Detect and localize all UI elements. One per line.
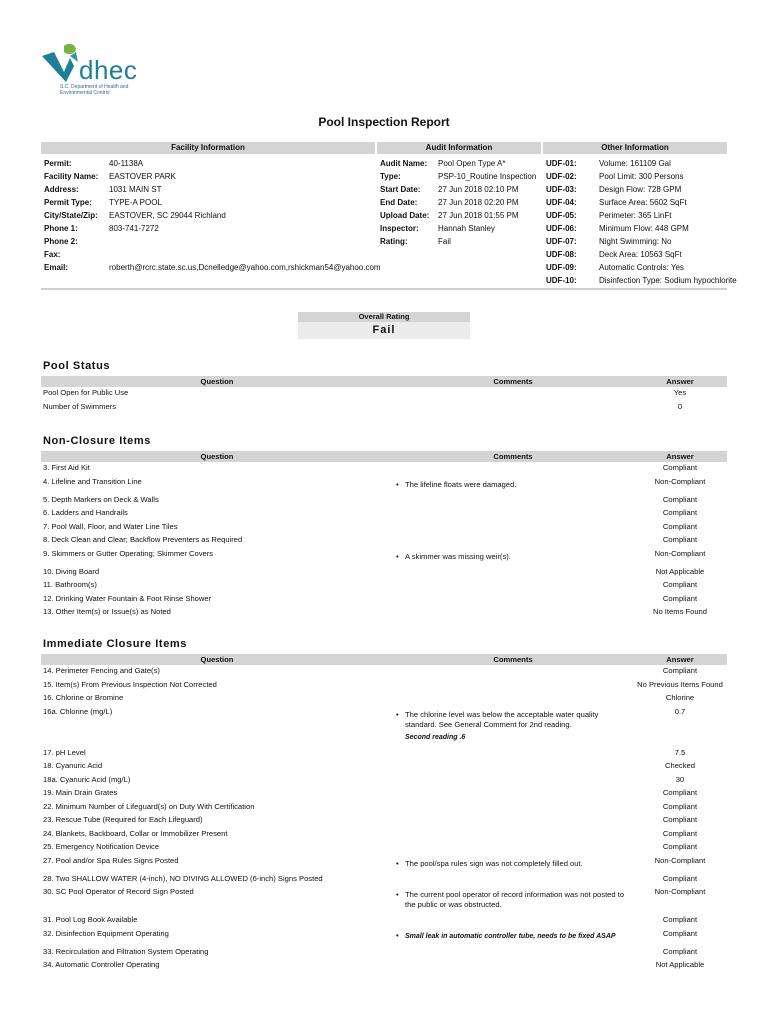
- other-label: UDF-09:: [546, 263, 577, 272]
- facility-label: City/State/Zip:: [44, 211, 98, 220]
- question-cell: 32. Disinfection Equipment Operating: [43, 928, 169, 938]
- other-value: Design Flow: 728 GPM: [599, 185, 682, 194]
- comment-text: • A skimmer was missing weir(s).: [395, 552, 631, 562]
- comment-cell: [393, 787, 633, 801]
- facility-label: Email:: [44, 263, 69, 272]
- comment-extra: Second reading .6: [405, 733, 466, 741]
- question-cell: 23. Rescue Tube (Required for Each Lifeguard): [43, 815, 203, 824]
- facility-row: [41, 248, 375, 261]
- facility-row: [41, 183, 375, 196]
- question-cell: 27. Pool and/or Spa Rules Signs Posted: [43, 855, 179, 865]
- answer-cell: Compliant: [662, 508, 698, 517]
- other-label: UDF-08:: [546, 250, 577, 259]
- comment-text: • The chlorine level was below the acceptable water quality standard. See General Comment for 2nd reading.: [395, 710, 631, 730]
- other-value: Night Swimming: No: [599, 237, 672, 246]
- comment-text: • The pool/spa rules sign was not completely filled out.: [395, 859, 631, 869]
- table-row: [41, 828, 727, 842]
- audit-label: Start Date:: [380, 185, 421, 194]
- question-cell: 19. Main Drain Grates: [43, 788, 118, 797]
- answer-cell: Not Applicable: [655, 960, 705, 969]
- audit-value: PSP-10_Routine Inspection: [438, 172, 537, 181]
- comment-cell: [393, 760, 633, 774]
- question-cell: 18a. Cyanuric Acid (mg/L): [43, 774, 131, 784]
- answer-cell: Yes: [673, 388, 687, 397]
- audit-label: Audit Name:: [380, 159, 428, 168]
- answer-cell: Compliant: [662, 521, 698, 531]
- comment-cell: [393, 747, 633, 761]
- comment-cell: [393, 886, 633, 914]
- question-cell: 6. Ladders and Handrails: [43, 508, 128, 517]
- question-cell: 25. Emergency Notification Device: [43, 842, 160, 851]
- other-label: UDF-10:: [546, 276, 577, 285]
- answer-cell: Compliant: [662, 946, 698, 956]
- answer-cell: Compliant: [662, 593, 698, 603]
- table-row: [41, 801, 727, 815]
- other-value: Pool Limit: 300 Persons: [599, 172, 684, 181]
- question-cell: 7. Pool Wall, Floor, and Water Line Tiles: [43, 521, 178, 531]
- audit-row: [377, 183, 541, 196]
- question-cell: 11. Bathroom(s): [43, 580, 97, 589]
- other-label: UDF-04:: [546, 198, 577, 207]
- comment-cell: [393, 774, 633, 788]
- audit-value: 27 Jun 2018 01:55 PM: [438, 211, 519, 220]
- answer-cell: Non-Compliant: [654, 887, 706, 896]
- other-value: Surface Area: 5602 SqFt: [599, 198, 687, 207]
- question-cell: 8. Deck Clean and Clear; Backflow Preventers as Required: [43, 535, 243, 544]
- question-cell: 31. Pool Log Book Available: [43, 915, 138, 924]
- comment-cell: [393, 959, 633, 973]
- answer-cell: 30: [675, 774, 685, 784]
- col-comments: Comments: [393, 451, 633, 462]
- question-cell: 22. Minimum Number of Lifeguard(s) on Duty With Certification: [43, 801, 255, 811]
- overall-rating-label: Overall Rating: [298, 312, 470, 322]
- facility-label: Facility Name:: [44, 172, 99, 181]
- comment-cell: [393, 679, 633, 693]
- other-value: Minimum Flow: 448 GPM: [599, 224, 689, 233]
- answer-cell: 0: [677, 401, 683, 411]
- comment-cell: [393, 494, 633, 508]
- other-row: [543, 222, 727, 235]
- answer-cell: Not Applicable: [655, 566, 705, 576]
- question-cell: 13. Other Item(s) or Issue(s) as Noted: [43, 607, 171, 616]
- answer-cell: Compliant: [662, 535, 698, 544]
- audit-row: [377, 196, 541, 209]
- other-value: Disinfection Type: Sodium hypochlorite: [599, 276, 737, 285]
- facility-label: Phone 1:: [44, 224, 78, 233]
- answer-cell: Compliant: [662, 828, 698, 838]
- other-row: [543, 274, 737, 287]
- other-label: UDF-07:: [546, 237, 577, 246]
- comment-cell: [393, 873, 633, 887]
- table-row: [41, 521, 727, 535]
- col-question: Question: [41, 376, 393, 387]
- col-answer: Answer: [633, 654, 727, 665]
- table-row: [41, 814, 727, 828]
- overall-rating-value: Fail: [298, 322, 470, 339]
- other-label: UDF-05:: [546, 211, 577, 220]
- other-value: Deck Area: 10563 SqFt: [599, 250, 682, 259]
- facility-label: Permit:: [44, 159, 72, 168]
- facility-row: [41, 170, 375, 183]
- facility-value: EASTOVER, SC 29044 Richland: [109, 211, 226, 220]
- facility-row: [41, 235, 375, 248]
- answer-cell: Compliant: [662, 463, 698, 472]
- question-cell: 30. SC Pool Operator of Record Sign Posted: [43, 887, 194, 896]
- logo-subtitle: S.C. Department of Health and Environmental Control: [60, 84, 129, 96]
- comment-cell: [393, 593, 633, 607]
- question-cell: 9. Skimmers or Gutter Operating; Skimmer Covers: [43, 548, 214, 558]
- answer-cell: Compliant: [662, 873, 698, 883]
- comment-cell: [393, 665, 633, 679]
- table-row: [41, 914, 727, 928]
- audit-label: Rating:: [380, 237, 408, 246]
- answer-cell: No Previous Items Found: [637, 679, 723, 689]
- facility-value: 1031 MAIN ST: [109, 185, 162, 194]
- table-row: [41, 873, 727, 887]
- other-row: [543, 261, 727, 274]
- table-row: [41, 706, 727, 747]
- audit-label: Type:: [380, 172, 401, 181]
- answer-cell: Non-Compliant: [654, 476, 706, 486]
- non-closure-table: [41, 451, 727, 620]
- audit-value: Hannah Stanley: [438, 224, 495, 233]
- info-divider: [41, 288, 727, 290]
- table-row: [41, 760, 727, 774]
- overall-rating: [298, 312, 470, 339]
- comment-cell: [393, 462, 633, 476]
- col-question: Question: [41, 451, 393, 462]
- comment-cell: [393, 387, 633, 401]
- comment-cell: [393, 579, 633, 593]
- table-row: [41, 534, 727, 548]
- comment-cell: [393, 801, 633, 815]
- table-row: [41, 387, 727, 401]
- other-header: Other Information: [543, 142, 727, 154]
- answer-cell: 0.7: [674, 706, 686, 716]
- comment-cell: [393, 548, 633, 566]
- comment-cell: [393, 928, 633, 946]
- facility-row: [41, 209, 375, 222]
- question-cell: 18. Cyanuric Acid: [43, 761, 103, 770]
- other-row: [543, 183, 727, 196]
- other-label: UDF-01:: [546, 159, 577, 168]
- facility-value: roberth@rcrc.state.sc.us,Dcnelledge@yahoo.com,rshickman54@yahoo.com: [109, 263, 381, 272]
- table-row: [41, 548, 727, 566]
- col-comments: Comments: [393, 376, 633, 387]
- answer-cell: Compliant: [662, 788, 698, 797]
- table-row: [41, 679, 727, 693]
- answer-cell: Chlorine: [665, 693, 695, 702]
- question-cell: 33. Recirculation and Filtration System Operating: [43, 946, 209, 956]
- audit-row: [377, 222, 541, 235]
- other-row: [543, 157, 727, 170]
- answer-cell: Compliant: [662, 928, 698, 938]
- table-row: [41, 507, 727, 521]
- facility-row: [41, 157, 375, 170]
- immediate-closure-title: Immediate Closure Items: [43, 638, 188, 650]
- comment-cell: [393, 507, 633, 521]
- info-block: [41, 142, 737, 290]
- other-row: [543, 196, 727, 209]
- comment-text: • The lifeline floats were damaged.: [395, 480, 631, 490]
- facility-label: Phone 2:: [44, 237, 78, 246]
- table-row: [41, 593, 727, 607]
- facility-value: 803-741-7272: [109, 224, 159, 233]
- facility-label: Address:: [44, 185, 79, 194]
- table-row: [41, 886, 727, 914]
- audit-value: Pool Open Type A*: [438, 159, 506, 168]
- table-row: [41, 476, 727, 494]
- table-row: [41, 787, 727, 801]
- audit-value: 27 Jun 2018 02:10 PM: [438, 185, 519, 194]
- comment-cell: [393, 521, 633, 535]
- facility-value: EASTOVER PARK: [109, 172, 176, 181]
- facility-label: Fax:: [44, 250, 61, 259]
- answer-cell: Compliant: [662, 801, 698, 811]
- answer-cell: Compliant: [662, 494, 698, 504]
- question-cell: 12. Drinking Water Fountain & Foot Rinse Shower: [43, 593, 212, 603]
- facility-label: Permit Type:: [44, 198, 92, 207]
- answer-cell: 7.5: [674, 747, 686, 757]
- other-label: UDF-03:: [546, 185, 577, 194]
- other-value: Perimeter: 365 LinFt: [599, 211, 672, 220]
- question-cell: 28. Two SHALLOW WATER (4-inch), NO DIVING ALLOWED (6-inch) Signs Posted: [43, 873, 323, 883]
- col-question: Question: [41, 654, 393, 665]
- question-cell: 14. Perimeter Fencing and Gate(s): [43, 666, 160, 675]
- facility-info: [41, 142, 381, 288]
- facility-header: Facility Information: [41, 142, 375, 154]
- facility-row: [41, 196, 375, 209]
- audit-row: [377, 235, 541, 248]
- audit-row: [377, 209, 541, 222]
- answer-cell: Compliant: [662, 666, 698, 675]
- other-label: UDF-06:: [546, 224, 577, 233]
- comment-cell: [393, 566, 633, 580]
- table-row: [41, 566, 727, 580]
- table-row: [41, 579, 727, 593]
- non-closure-title: Non-Closure Items: [43, 435, 151, 447]
- question-cell: 4. Lifeline and Transition Line: [43, 476, 142, 486]
- comment-cell: [393, 401, 633, 415]
- comment-cell: [393, 706, 633, 747]
- table-row: [41, 692, 727, 706]
- page-title: Pool Inspection Report: [318, 115, 450, 129]
- col-comments: Comments: [393, 654, 633, 665]
- question-cell: 34. Automatic Controller Operating: [43, 960, 160, 969]
- question-cell: Pool Open for Public Use: [43, 388, 129, 397]
- answer-cell: Non-Compliant: [654, 855, 706, 865]
- comment-cell: [393, 534, 633, 548]
- answer-cell: No Items Found: [652, 607, 708, 616]
- audit-label: End Date:: [380, 198, 418, 207]
- audit-row: [377, 157, 541, 170]
- question-cell: 15. Item(s) From Previous Inspection Not Corrected: [43, 679, 217, 689]
- table-row: [41, 665, 727, 679]
- audit-row: [377, 170, 541, 183]
- question-cell: 17. pH Level: [43, 747, 86, 757]
- question-cell: 16a. Chlorine (mg/L): [43, 706, 113, 716]
- immediate-closure-table: [41, 654, 727, 973]
- other-row: [543, 235, 727, 248]
- other-row: [543, 170, 727, 183]
- col-answer: Answer: [633, 376, 727, 387]
- audit-label: Inspector:: [380, 224, 419, 233]
- table-row: [41, 841, 727, 855]
- table-row: [41, 928, 727, 946]
- facility-row: [41, 222, 375, 235]
- answer-cell: Compliant: [662, 580, 698, 589]
- table-row: [41, 401, 727, 415]
- question-cell: 10. Diving Board: [43, 566, 100, 576]
- question-cell: 5. Depth Markers on Deck & Walls: [43, 494, 159, 504]
- table-row: [41, 855, 727, 873]
- comment-cell: [393, 828, 633, 842]
- pool-status-table: [41, 376, 727, 414]
- other-row: [543, 248, 727, 261]
- audit-value: Fail: [438, 237, 451, 246]
- question-cell: Number of Swimmers: [43, 401, 116, 411]
- comment-cell: [393, 814, 633, 828]
- facility-value: 40-1138A: [109, 159, 144, 168]
- audit-info: [377, 142, 541, 288]
- table-row: [41, 606, 727, 620]
- comment-cell: [393, 855, 633, 873]
- pool-status-title: Pool Status: [43, 360, 111, 372]
- table-row: [41, 462, 727, 476]
- other-value: Automatic Controls: Yes: [599, 263, 684, 272]
- answer-cell: Non-Compliant: [654, 548, 706, 558]
- answer-cell: Compliant: [662, 915, 698, 924]
- other-row: [543, 209, 727, 222]
- logo-wordmark: dhec: [79, 55, 138, 85]
- comment-cell: [393, 841, 633, 855]
- comment-cell: [393, 914, 633, 928]
- facility-row: [41, 261, 381, 274]
- question-cell: 3. First Aid Kit: [43, 463, 90, 472]
- other-label: UDF-02:: [546, 172, 577, 181]
- other-info: [543, 142, 737, 288]
- other-value: Volume: 161109 Gal: [599, 159, 671, 168]
- question-cell: 16. Chlorine or Bromine: [43, 693, 124, 702]
- table-row: [41, 494, 727, 508]
- comment-text: • The current pool operator of record information was not posted to the public or was obstructed.: [395, 890, 631, 910]
- comment-cell: [393, 476, 633, 494]
- comment-text: • Small leak in automatic controller tube, needs to be fixed ASAP: [395, 932, 631, 942]
- audit-header: Audit Information: [377, 142, 541, 154]
- table-row: [41, 747, 727, 761]
- audit-value: 27 Jun 2018 02:20 PM: [438, 198, 519, 207]
- table-row: [41, 774, 727, 788]
- facility-value: TYPE-A POOL: [109, 198, 162, 207]
- audit-label: Upload Date:: [380, 211, 430, 220]
- question-cell: 24. Blankets, Backboard, Collar or Immobilizer Present: [43, 828, 228, 838]
- col-answer: Answer: [633, 451, 727, 462]
- comment-cell: [393, 946, 633, 960]
- table-row: [41, 959, 727, 973]
- answer-cell: Checked: [665, 761, 695, 770]
- table-row: [41, 946, 727, 960]
- comment-cell: [393, 692, 633, 706]
- answer-cell: Compliant: [662, 815, 698, 824]
- comment-cell: [393, 606, 633, 620]
- answer-cell: Compliant: [662, 842, 698, 851]
